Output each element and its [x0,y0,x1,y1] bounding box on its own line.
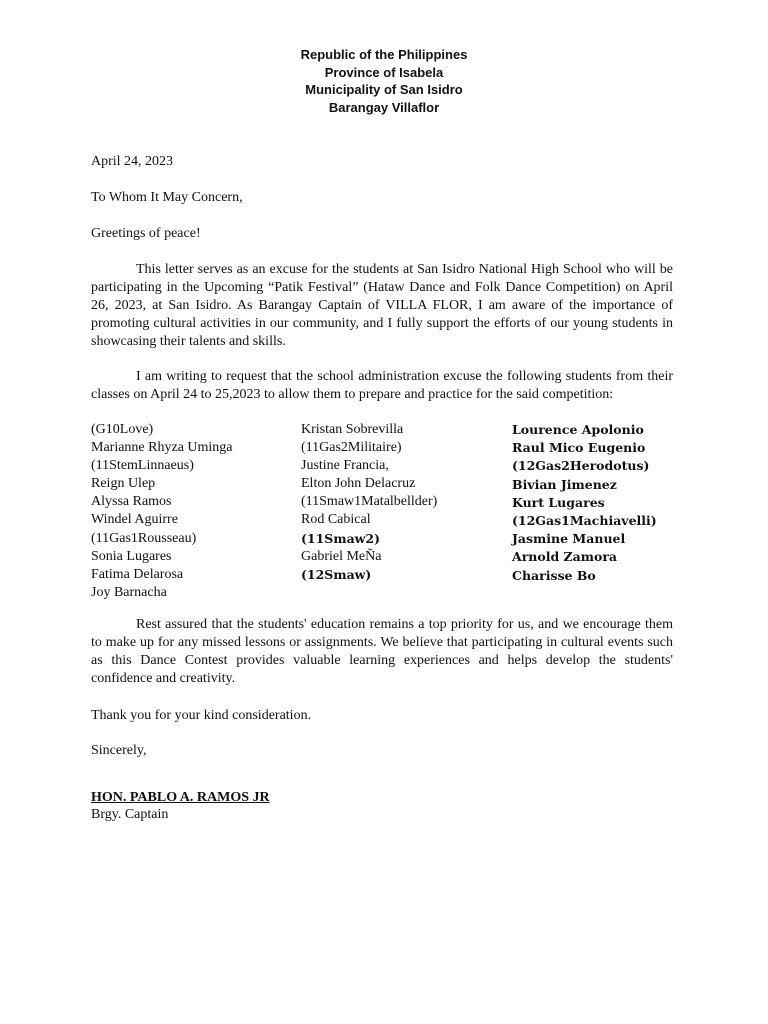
student-list [91,421,691,601]
list-item: Charisse Bo [512,567,596,583]
letterhead-line-province: Province of Isabela [324,64,444,80]
list-item: Kurt Lugares [512,494,605,510]
list-item: (11Gas1Rousseau) [91,530,197,546]
list-item: Sonia Lugares [91,548,172,564]
list-item: (11StemLinnaeus) [91,458,194,474]
list-item: Raul Mico Eugenio [512,440,646,456]
list-item: (11Gas2Militaire) [301,440,402,456]
student-column-2 [301,421,437,584]
signatory-title: Brgy. Captain [91,807,169,822]
list-item: (11Smaw2) [301,530,381,546]
list-item: Fatima Delarosa [91,566,184,582]
list-item: Rod Cabical [301,512,371,528]
list-item: (12Gas1Machiavelli) [512,512,657,528]
list-item: Gabriel MeÑa [301,548,382,564]
signatory-name: HON. PABLO A. RAMOS JR [91,790,270,805]
letter-date: April 24, 2023 [91,154,174,169]
list-item: Windel Aguirre [91,512,178,528]
letter-paragraph-1: This letter serves as an excuse for the students at San Isidro National High School who will be participating in the Upcoming “Patik Festival” (Hataw Dance and Folk Dance Competition) on April 26, 2023, at San Isidro. As Barangay Captain of VILLA FLOR, I am aware of the importance of promoting cultural activities in our community, and I fully support the efforts of our young students in showcasing their talents and skills. [91,262,673,349]
list-item: Kristan Sobrevilla [301,422,404,437]
letter-greeting: Greetings of peace! [91,226,201,241]
list-item: Jasmine Manuel [512,531,626,547]
list-item: Marianne Rhyza Uminga [91,440,233,456]
list-item: (12Gas2Herodotus) [512,458,650,474]
list-item: Elton John Delacruz [301,476,416,492]
letterhead-line-country: Republic of the Philippines [300,47,468,62]
student-column-1 [91,421,233,602]
list-item: (12Smaw) [301,566,372,582]
list-item: Bivian Jimenez [512,476,617,492]
list-item: Justine Francia, [301,458,389,474]
list-item: Lourence Apolonio [512,422,644,437]
letterhead [0,46,768,116]
list-item: Alyssa Ramos [91,494,172,510]
letterhead-line-municipality: Municipality of San Isidro [305,82,463,97]
letter-paragraph-2: I am writing to request that the school administration excuse the following students from their classes on April 24 to 25,2023 to allow them to prepare and practice for the said competition: [91,369,673,402]
list-item: Arnold Zamora [512,549,618,565]
student-column-3 [512,421,657,585]
letter-thanks: Thank you for your kind consideration. [91,708,312,723]
list-item: (11Smaw1Matalbellder) [301,494,438,510]
list-item: Joy Barnacha [91,584,167,600]
list-item: (G10Love) [91,422,154,437]
letter-closing: Sincerely, [91,743,147,758]
letter-salutation: To Whom It May Concern, [91,190,243,205]
letter-paragraph-3: Rest assured that the students' education remains a top priority for us, and we encourage them to make up for any missed lessons or assignments. We believe that participating in cultural events such as this Dance Contest provides valuable learning experiences and helps develop the students' confidence and creativity. [91,617,673,686]
list-item: Reign Ulep [91,476,156,492]
letterhead-line-barangay: Barangay Villaflor [328,99,440,115]
